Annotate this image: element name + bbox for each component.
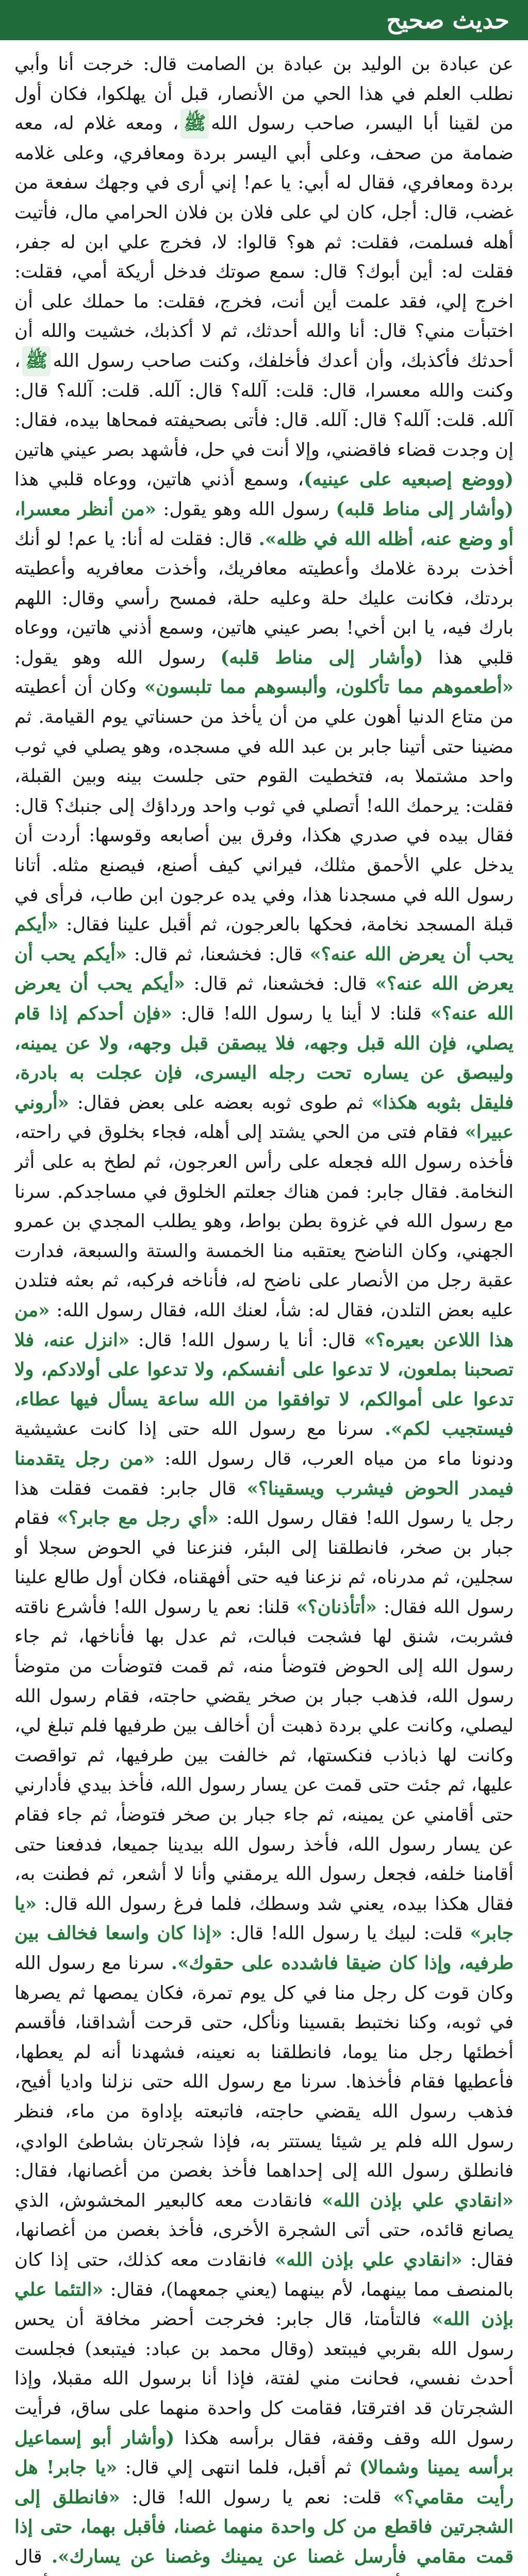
hadith-text-segment: سرنا مع رسول الله حتى نزلنا واديا أفيح، فذهب رسول الله يقضي حاجته، فاتبعته بإداوة من ماء، فنظر رسول الله فلم ير شيئا يستتر به، فإذا شجرتان بشاطئ الوادي، فانطلق رسول الله إلى إحداهما فأخذ بغصن من أغصانها، فقال: (14, 2071, 514, 2182)
hadith-text-segment: قال: أنا يا رسول الله! قال: (138, 1329, 356, 1351)
prophet-quote: «أيكم يحب أن يعرض الله عنه؟» (14, 943, 514, 995)
hadith-text-segment: قال جابر: فقمت فقلت هذا رجل يا رسول الله! فقال رسول الله: (14, 1478, 514, 1529)
hadith-text-segment: رسول الله وهو يقول: (14, 647, 205, 668)
hadith-highlight: (وأشار أبو إسماعيل برأسه يمينا وشمالا) (14, 2427, 514, 2479)
prophet-quote: «التئما علي بإذن الله» (14, 2279, 514, 2330)
hadith-text-segment: فانقادت معه كالبعير المخشوش، الذي يصانع قائده، حتى أتى الشجرة الأخرى، فأخذ بغصن من أغصانها، فقال: (14, 2190, 514, 2270)
hadith-text-segment: قلنا: نعم يا رسول الله! فأشرع ناقته فشربت، شنق لها فشجت فبالت، ثم عدل بها فأناخها، ثم جاء رسول الله إلى الحوض فتوضأ منه، ثم قمت فتوضأت من متوضأ رسول الله، فذهب جبار بن صخر يقضي حاجته، فقام رسول الله ليصلي، وكانت علي بردة ذهبت أن أخالف بين طرفيها فلم تبلغ لي، وكانت لها ذباذب فنكستها، ثم خالفت بين طرفيها، ثم تواقصت عليها، ثم جئت حتى قمت عن يسار رسول الله، فأخذ بيدي فأدارني حتى أقامني عن يمينه، ثم جاء جبار بن صخر فتوضأ، ثم جاء فقام عن يسار رسول الله، فأخذ رسول الله بيدينا جميعا، فدفعنا حتى أقامنا خلفه، فجعل رسول الله يرمقني وأنا لا أشعر، ثم فطنت به، فقال هكذا بيده، يعني شد وسطك، فلما فرغ رسول الله قال: (14, 1596, 514, 1914)
page-title: حديث صحيح (386, 6, 509, 34)
hadith-text-segment: عن عبادة بن الوليد بن عبادة بن الصامت قال: خرجت أنا وأبي نطلب العلم في هذا الحي من الأنصار، قبل أن يهلكوا، فكان أول من لقينا أبا اليسر، صاحب رسول الله (14, 54, 514, 134)
hadith-text-segment: فقام فتى من الحي يشتد إلى أهله، فجاء بخلوق في راحته، فأخذه رسول الله فجعله على رأس العرجون، ثم لطخ به على أثر النخامة. فقال جابر: فمن هناك جعلتم الخلوق في مساجدكم. سرنا مع رسول الله في غزوة بطن بواط، وهو يطلب المجدي بن عمرو الجهني، وكان الناضح يعتقبه منا الخمسة والستة والسبعة، فدارت عقبة رجل من الأنصار على ناضح له، فأناخه فركبه، ثم بعثه فتلدن عليه بعض التلدن، فقال له: شأ، لعنك الله، فقال رسول الله: (14, 1122, 514, 1321)
prophet-quote: «انزل عنه، فلا تصحبنا بملعون، لا تدعوا على أنفسكم، ولا تدعوا على أولادكم، ولا تدعوا على أموالكم، لا توافقوا من الله ساعة يسأل فيها عطاء، فيستجيب لكم». (14, 1329, 514, 1440)
prophet-quote: «فانطلق إلى الشجرتين فاقطع من كل واحدة منهما غصنا، فأقبل بهما، حتى إذا قمت مقامي فأرسل غصنا عن يمينك وغصنا عن يسارك». (14, 2486, 514, 2567)
hadith-text-segment: أتانا رسول الله في مسجدنا هذا، وفي يده عرجون ابن طاب، فرأى في قبلة المسجد نخامة، فحكها بالعرجون، ثم أقبل علينا فقال: (14, 855, 514, 936)
hadith-text-segment: ثم أقبل، فلما انتهى إلي قال: (125, 2457, 352, 2479)
hadith-text-segment: قال: فخشعنا، ثم قال: (134, 943, 303, 965)
prophet-quote: «أيكم يحب أن يعرض الله عنه؟» (14, 973, 514, 1024)
hadith-text-segment: رسول الله وهو يقول: (163, 498, 329, 520)
prophet-quote: «يا جابر» (14, 1893, 514, 1944)
hadith-highlight: (ووضع إصبعيه على عينيه) (303, 469, 514, 490)
prophet-quote: «من رجل يتقدمنا فيمدر الحوض فيشرب ويسقينا؟» (14, 1448, 514, 1499)
prophet-quote: «أي رجل مع جابر؟» (57, 1507, 219, 1529)
hadith-text-segment: قلنا: لا أينا يا رسول الله! قال: (180, 1003, 422, 1024)
hadith-highlight: (وأشار إلى مناط قلبه) (220, 647, 423, 668)
hadith-text-segment: سرنا مع رسول الله وكان قوت كل رجل منا في كل يوم تمرة، فكان يمصها ثم يصرها في ثوبه، وكنا نختبط بقسينا ونأكل، حتى قرحت أشداقنا، فأقسم أخطئها رجل منا يوما، فانطلقنا به نعينه، فشهدنا أنه لم يعطها، فأعطيها فقام فأخذها. (14, 1953, 514, 2093)
hadith-text-segment: فالتأمتا، قال جابر: فخرجت أحضر مخافة أن يحس رسول الله بقربي فيبتعد (وقال محمد بن عباد: فيتبعد) فجلست أحدث نفسي، فحانت مني لفتة، فإذا أنا برسول الله مقبلا، وإذا الشجرتان قد افترقتا، فقامت كل واحدة منهما على ساق، فرأيت رسول الله وقف وقفة، فقال برأسه هكذا (14, 2309, 514, 2449)
prophet-quote: «من أنظر معسرا، أو وضع عنه، أظله الله في ظله». (14, 498, 514, 550)
prophet-quote: «أطعموهم مما تأكلون، وألبسوهم مما تلبسون» (144, 676, 514, 698)
hadith-text-segment: قلت: نعم يا رسول الله! قال: (131, 2486, 382, 2508)
hadith-text-segment: ، ومعه غلام له، معه ضمامة من صحف، وعلى أبي اليسر بردة ومعافري، وعلى غلامه بردة ومعافري، فقال له أبي: يا عم! إني أرى في وجهك سفعة من غضب، قال: أجل، كان لي على فلان بن فلان الحرامي مال، فأتيت أهله فسلمت، فقلت: ثم هو؟ قالوا: لا، فخرج علي ابن له جفر، فقلت له: أين أبوك؟ قال: سمع صوتك فدخل أريكة أمي، فقلت: اخرج إلي، فقد علمت أين أنت، فخرج، فقلت: ما حملك على أن اختبأت مني؟ قال: أنا والله أحدثك، ثم لا أكذبك، خشيت والله أن أحدثك فأكذبك، وأن أعدك فأخلفك، وكنت صاحب رسول الله (14, 113, 514, 371)
hadith-text-segment: قلت: لبيك يا رسول الله! قال: (229, 1923, 463, 1944)
prophet-quote: «انقادي علي بإذن الله» (322, 2190, 514, 2211)
prophet-quote: «يا جابر! هل رأيت مقامي؟» (14, 2457, 514, 2508)
hadith-text-segment: قال (14, 2546, 42, 2567)
hadith-text-segment: فانقادت معه كذلك، حتى إذا كان بالمنصف مما بينهما، لأم بينهما (يعني جمعهما)، فقال: (14, 2249, 514, 2300)
header-bar (0, 0, 528, 40)
prophet-quote: «أروني عبيرا» (14, 1092, 514, 1143)
hadith-text-segment: ثم طوى ثوبه بعضه على بعض فقال: (77, 1092, 364, 1113)
prophet-quote: «أتأذنان؟» (296, 1596, 377, 1618)
hadith-text-segment: ، وكنت والله معسرا، قال: قلت: آلله؟ قال: آلله. قلت: آلله؟ قال: آلله. قلت: آلله؟ قال: آلله. قال: فأتى بصحيفته فمحاها بيده، فقال: إن وجدت قضاء فاقضني، وإلا أنت في حل، فأشهد بصر عيني هاتين (14, 350, 514, 461)
prophet-quote: «أيكم يحب أن يعرض الله عنه؟» (14, 914, 514, 965)
hadith-text-segment: قال: فخشعنا، ثم قال: (193, 973, 367, 995)
hadith-text-segment: ، وسمع أذني هاتين، ووعاه قلبي هذا (14, 469, 304, 490)
hadith-content (14, 49, 514, 2576)
hadith-text-segment: سرنا مع رسول الله حتى إذا كانت عشيشية ودنونا ماء من مياه العرب، قال رسول الله: (14, 1418, 514, 1469)
hadith-text-segment: وكان أن أعطيته من متاع الدنيا أهون علي من أن يأخذ من حسناتي يوم القيامة. ثم مضينا حتى أتينا جابر بن عبد الله في مسجده، وهو يصلي في ثوب واحد مشتملا به، فتخطيت القوم حتى جلست بينه وبين القبلة، فقلت: يرحمك الله! أتصلي في ثوب واحد ورداؤك إلى جنبك؟ قال: فقال بيده في صدري هكذا، وفرق بين أصابعه وقوسها: أردت أن يدخل علي الأحمق مثلك، فيراني كيف أصنع، فيصنع مثله. (14, 676, 514, 876)
salla-icon: ﷺ (22, 346, 51, 376)
prophet-quote: «فإن أحدكم إذا قام يصلي، فإن الله قبل وجهه، فلا يبصقن قبل وجهه، ولا عن يمينه، وليبصق عن يساره تحت رجله اليسرى، فإن عجلت به بادرة، فليقل بثوبه هكذا» (14, 1003, 514, 1113)
hadith-text-segment: قال: فقلت له أنا: يا عم! لو أنك أخذت بردة غلامك وأعطيته معافريك، وأخذت معافريه وأعطيته بردتك، فكانت عليك حلة وعليه حلة، فمسح رأسي وقال: اللهم بارك فيه، يا ابن أخي! بصر عيني هاتين، وسمع أذني هاتين، ووعاه قلبي هذا (14, 528, 514, 668)
hadith-text-segment: فقام جبار بن صخر، فانطلقنا إلى البئر، فنزعنا في الحوض سجلا أو سجلين، ثم مدرناه، ثم نزعنا فيه حتى أفهقناه، فكان أول طالع علينا رسول الله فقال: (14, 1507, 514, 1618)
hadith-highlight: (وأشار إلى مناط قلبه) (336, 498, 514, 520)
prophet-quote: «من هذا اللاعن بعيره؟» (14, 1299, 514, 1351)
prophet-quote: «إذا كان واسعا فخالف بين طرفيه، وإذا كان ضيقا فاشدده على حقوك». (14, 1923, 514, 1974)
prophet-quote: «انقادي علي بإذن الله» (274, 2249, 463, 2270)
salla-icon: ﷺ (180, 109, 209, 139)
hadith-text (14, 49, 514, 2576)
